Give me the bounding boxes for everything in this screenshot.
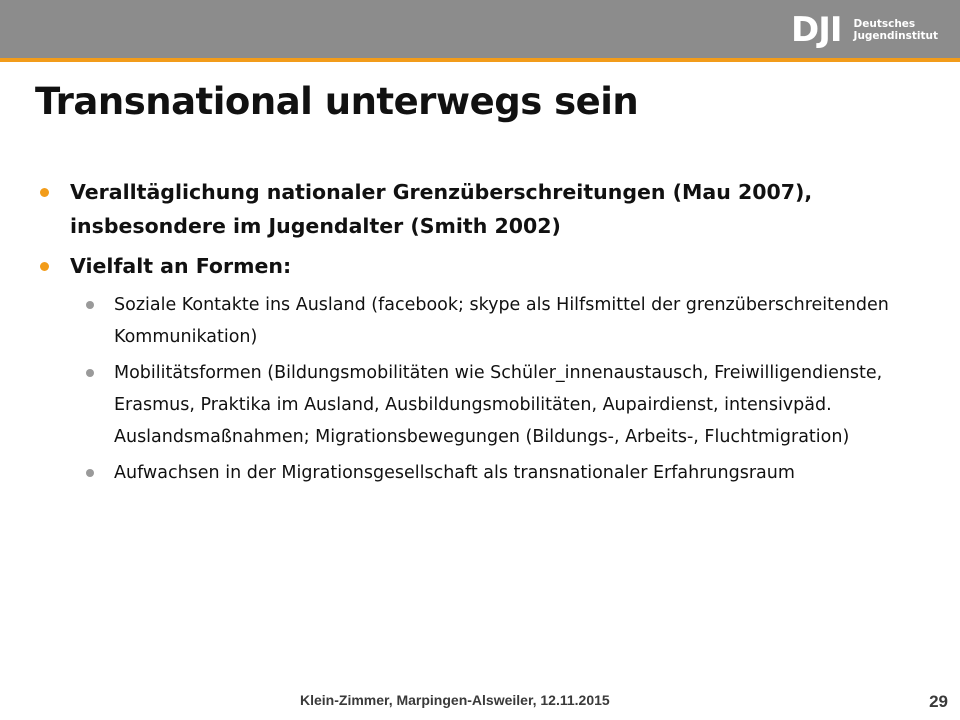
footer-text: Klein-Zimmer, Marpingen-Alsweiler, 12.11.2015 <box>300 692 610 708</box>
sub-bullet-3: Aufwachsen in der Migrationsgesellschaft als transnationaler Erfahrungsraum <box>86 457 930 489</box>
logo-line-2: Jugendinstitut <box>853 30 938 42</box>
logo-mark: DJI <box>791 10 842 50</box>
sub-bullet-1: Soziale Kontakte ins Ausland (facebook; skype als Hilfsmittel der grenzüberschreitenden Kommunikation) <box>86 289 930 353</box>
sub-bullet-2: Mobilitätsformen (Bildungsmobilitäten wie Schüler_innenaustausch, Freiwilligendienste, Erasmus, Praktika im Ausland, Ausbildungsmobilitäten, Aupairdienst, intensivpäd. Auslandsmaßnahmen; Migrationsbewegungen (Bildungs-, Arbeits-, Fluchtmigration) <box>86 357 930 453</box>
dji-logo <box>791 8 938 52</box>
slide-title: Transnational unterwegs sein <box>35 80 639 123</box>
logo-line-1: Deutsches <box>853 18 916 30</box>
accent-divider <box>0 58 960 62</box>
slide-content <box>40 175 930 495</box>
bullet-2-sublist <box>86 289 930 489</box>
bullet-2: Vielfalt an Formen: <box>40 249 930 283</box>
header-bar <box>0 0 960 58</box>
logo-text <box>854 18 938 42</box>
page-number: 29 <box>929 692 948 711</box>
bullet-1: Veralltäglichung nationaler Grenzüberschreitungen (Mau 2007), insbesondere im Jugendalter (Smith 2002) <box>40 175 930 243</box>
